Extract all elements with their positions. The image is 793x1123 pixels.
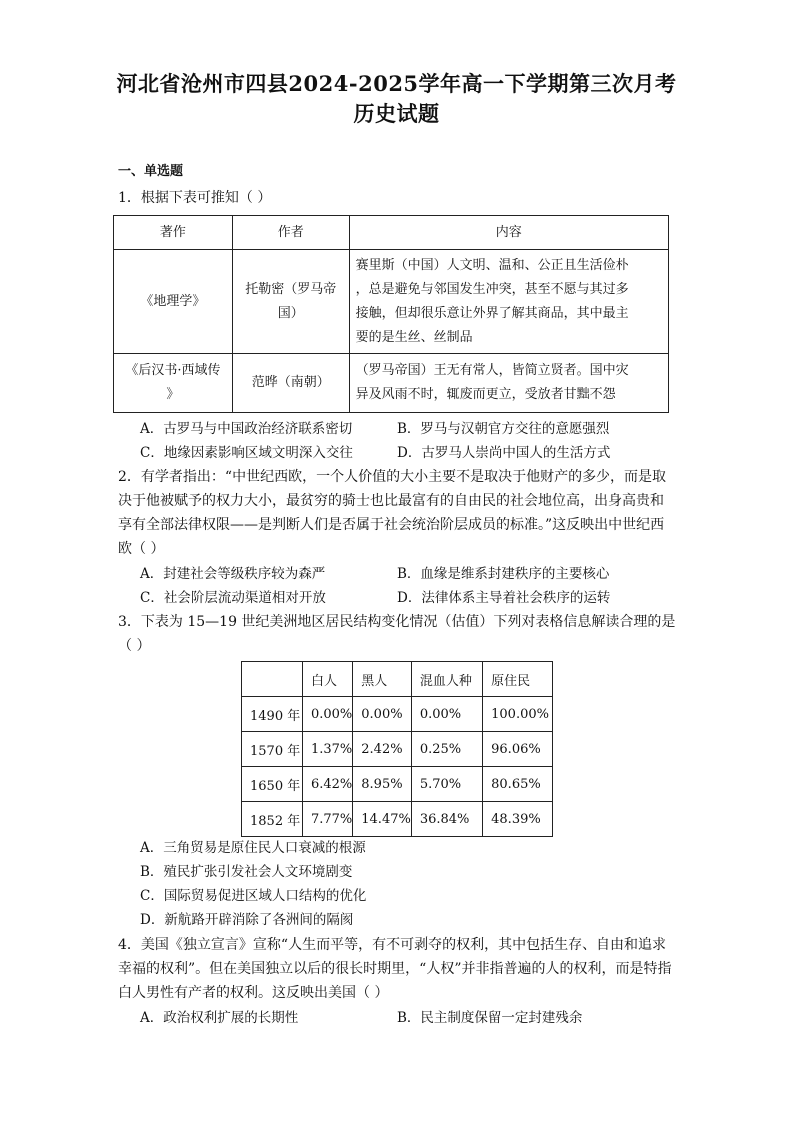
q3-cell: 8.95%: [353, 767, 412, 802]
q3-stem-line: （ ）: [118, 638, 151, 654]
q3-cell-year: 1650 年: [242, 767, 303, 802]
q1-row1-content-line: 要的是生丝、丝制品: [355, 329, 473, 345]
q1-row2-author: 范晔（南朝）: [232, 354, 349, 413]
q3-cell: 6.42%: [302, 767, 352, 802]
q1-header-book: 著作: [114, 216, 233, 250]
q1-row2-book-line1: 《后汉书·西域传: [125, 363, 221, 378]
q3-header-native: 原住民: [483, 662, 553, 697]
table-row: [242, 697, 553, 732]
q1-row2-content: [349, 354, 668, 413]
q2-stem-line: 2．有学者指出：“中世纪西欧，一个人价值的大小主要不是取决于他财产的多少，而是取: [118, 469, 667, 485]
q3-header-white: 白人: [302, 662, 352, 697]
q3-cell: 80.65%: [483, 767, 553, 802]
q1-row2-content-line: （罗马帝国）王无有常人，皆简立贤者。国中灾: [355, 363, 629, 378]
q1-row2-book: [114, 354, 233, 413]
q2-option-a: A．封建社会等级秩序较为森严: [140, 566, 326, 582]
q1-row1-content-line: 赛里斯（中国）人文明、温和、公正且生活俭朴: [355, 257, 629, 273]
q1-row1-author: [232, 250, 349, 354]
q2-stem-line: 欧（ ）: [118, 541, 165, 557]
q1-option-c: C．地缘因素影响区域文明深入交往: [140, 445, 353, 461]
q1-option-a: A．古罗马与中国政治经济联系密切: [140, 421, 353, 437]
exam-title: 河北省沧州市四县2024-2025学年高一下学期第三次月考: [116, 71, 677, 96]
q4-stem-line: 幸福的权利”。但在美国独立以后的很长时期里，“人权”并非指普遍的人的权利，而是特指: [118, 961, 672, 977]
q2-option-b: B．血缘是维系封建秩序的主要核心: [397, 566, 610, 582]
q3-cell: 5.70%: [411, 767, 482, 802]
q1-table: [113, 215, 669, 413]
q3-cell: 0.00%: [411, 697, 482, 732]
q3-header-black: 黑人: [353, 662, 412, 697]
q1-header-content: 内容: [349, 216, 668, 250]
q3-cell: 100.00%: [483, 697, 553, 732]
q3-header-corner: [242, 662, 303, 697]
q1-row1-content-line: ，总是避免与邻国发生冲突，甚至不愿与其过多: [355, 281, 629, 297]
q3-option-a: A．三角贸易是原住民人口衰减的根源: [140, 840, 366, 856]
q3-cell: 7.77%: [302, 802, 352, 837]
table-row: [242, 732, 553, 767]
q1-row1-author-line2: 国）: [277, 305, 304, 321]
q1-row1-author-line1: 托勒密（罗马帝: [245, 281, 337, 297]
q3-cell: 0.00%: [302, 697, 352, 732]
q2-option-c: C．社会阶层流动渠道相对开放: [140, 590, 326, 606]
q3-cell-year: 1490 年: [242, 697, 303, 732]
q4-option-a: A．政治权利扩展的长期性: [140, 1010, 299, 1026]
q3-cell: 2.42%: [353, 732, 412, 767]
q3-header-mixed: 混血人种: [411, 662, 482, 697]
table-row: [242, 802, 553, 837]
q3-option-b: B．殖民扩张引发社会人文环境剧变: [140, 864, 353, 880]
q3-cell: 36.84%: [411, 802, 482, 837]
q4-stem-line: 白人男性有产者的权利。这反映出美国（ ）: [118, 985, 389, 1001]
q2-option-d: D．法律体系主导着社会秩序的运转: [397, 590, 611, 606]
q1-row2-content-line: 异及风雨不时，辄废而更立，受放者甘黜不怨: [355, 387, 616, 402]
q3-cell: 0.25%: [411, 732, 482, 767]
q3-option-c: C．国际贸易促进区域人口结构的优化: [140, 888, 367, 904]
q1-row1-content-line: 接触，但却很乐意让外界了解其商品，其中最主: [355, 305, 629, 321]
q2-stem-line: 享有全部法律权限——是判断人们是否属于社会统治阶层成员的标准。”这反映出中世纪西: [118, 517, 665, 533]
q3-option-d: D．新航路开辟消除了各洲间的隔阂: [140, 912, 354, 928]
q3-cell: 0.00%: [353, 697, 412, 732]
q3-population-table: [241, 661, 553, 837]
q1-option-b: B．罗马与汉朝官方交往的意愿强烈: [397, 421, 610, 437]
q1-row1-book: 《地理学》: [114, 250, 233, 354]
q1-stem: 1．根据下表可推知（ ）: [118, 190, 272, 206]
q3-cell: 96.06%: [483, 732, 553, 767]
q2-stem-line: 决于他被赋予的权力大小，最贫穷的骑士也比最富有的自由民的社会地位高，出身高贵和: [118, 493, 664, 509]
q3-cell: 1.37%: [302, 732, 352, 767]
q3-cell-year: 1570 年: [242, 732, 303, 767]
q3-cell: 14.47%: [353, 802, 412, 837]
table-row: [242, 767, 553, 802]
q4-option-b: B．民主制度保留一定封建残余: [397, 1010, 583, 1026]
exam-subtitle: 历史试题: [353, 101, 440, 126]
section-heading: 一、单选题: [118, 164, 184, 179]
q1-header-author: 作者: [232, 216, 349, 250]
q3-cell-year: 1852 年: [242, 802, 303, 837]
q3-cell: 48.39%: [483, 802, 553, 837]
q4-stem-line: 4．美国《独立宣言》宣称“人生而平等，有不可剥夺的权利，其中包括生存、自由和追求: [118, 937, 667, 953]
q1-option-d: D．古罗马人崇尚中国人的生活方式: [397, 445, 611, 461]
q3-stem-line: 3．下表为 15—19 世纪美洲地区居民结构变化情况（估值）下列对表格信息解读合理的是: [118, 614, 676, 630]
q1-row1-content: [349, 250, 668, 354]
q1-row2-book-line2: 》: [166, 387, 180, 402]
